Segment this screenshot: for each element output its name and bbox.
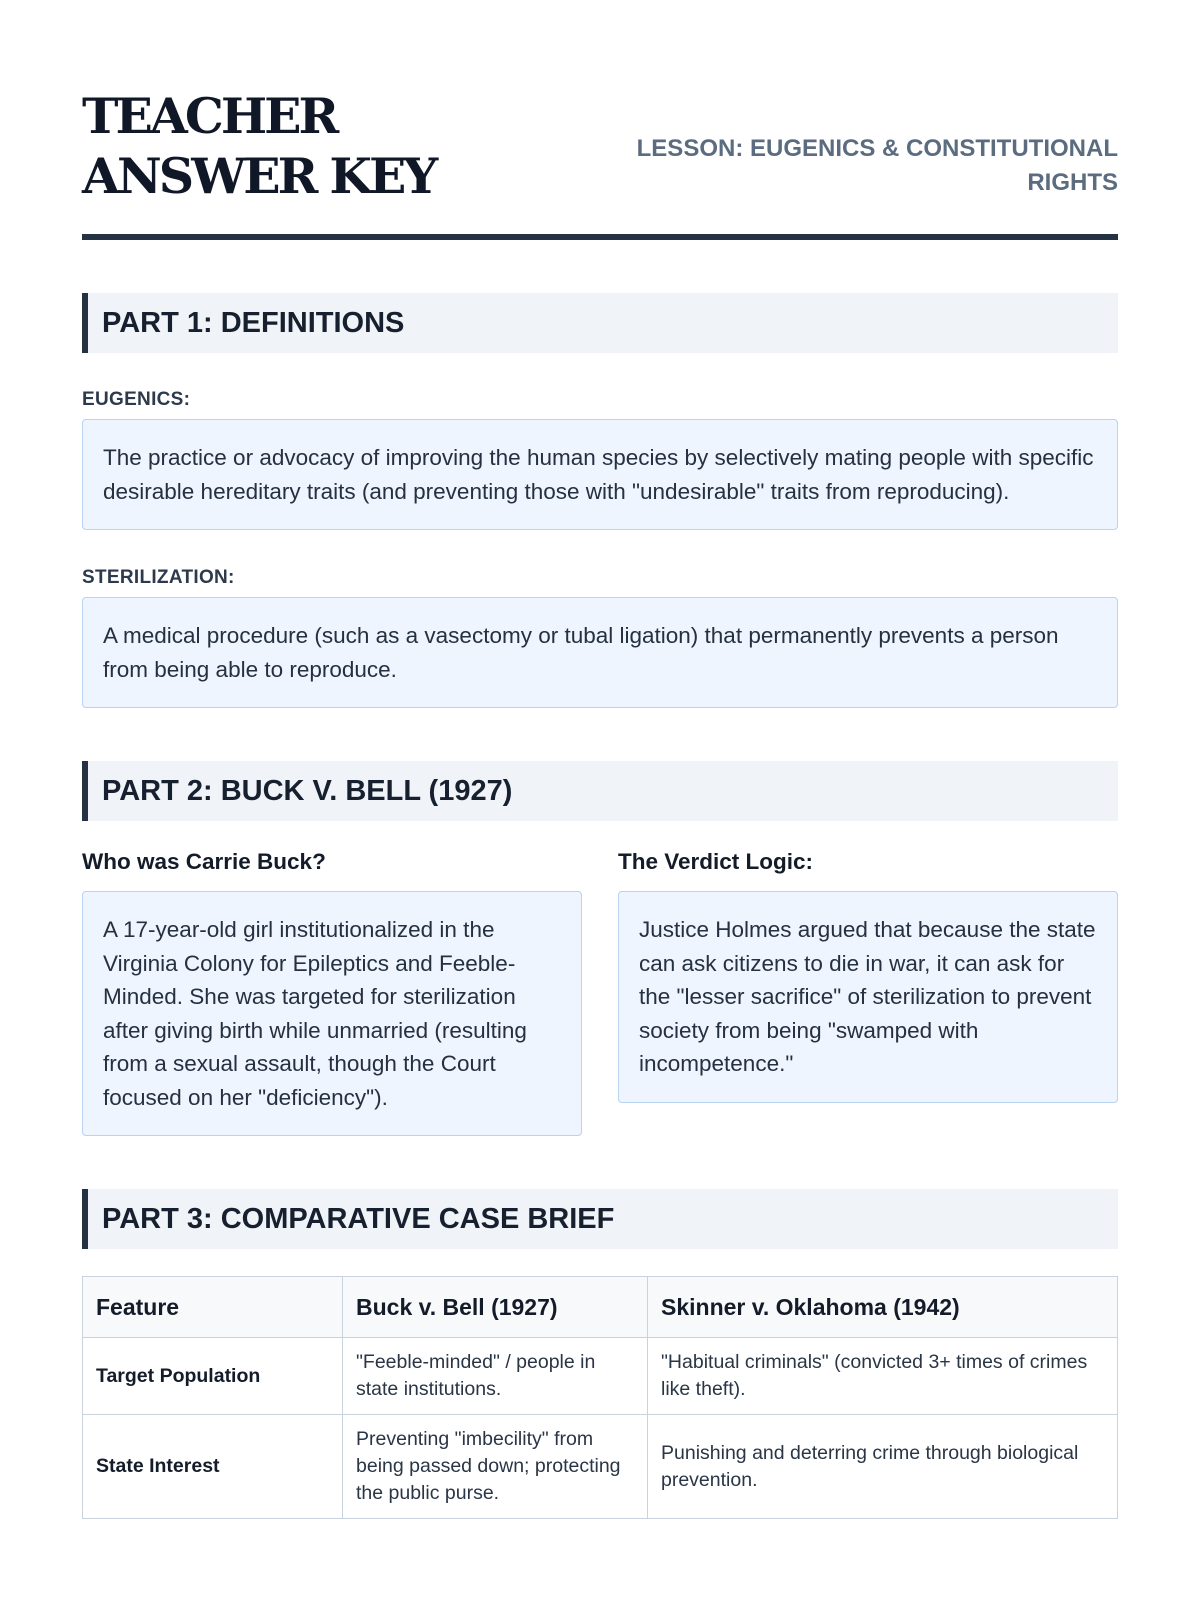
section-heading-part3: PART 3: COMPARATIVE CASE BRIEF (82, 1189, 1118, 1249)
section-heading-part2: PART 2: BUCK V. BELL (1927) (82, 761, 1118, 821)
term-sterilization (82, 567, 1118, 708)
column-header-buck: Buck v. Bell (1927) (343, 1277, 648, 1338)
answer-box: Justice Holmes argued that because the state can ask citizens to die in war, it can ask for the "lesser sacrifice" of sterilization to prevent society from being "swamped with incompetence." (618, 891, 1118, 1103)
column-header-skinner: Skinner v. Oklahoma (1942) (648, 1277, 1118, 1338)
buck-cell: Preventing "imbecility" from being passed down; protecting the public purse. (343, 1415, 648, 1519)
case-brief-table (82, 1276, 1118, 1519)
term-label: EUGENICS: (82, 389, 191, 410)
table-row (83, 1415, 1118, 1519)
section-heading-part1: PART 1: DEFINITIONS (82, 293, 1118, 353)
feature-cell: Target Population (83, 1338, 343, 1415)
feature-cell: State Interest (83, 1415, 343, 1519)
term-eugenics (82, 389, 1118, 530)
page-title: TEACHER ANSWER KEY (82, 87, 436, 205)
skinner-cell: Punishing and deterring crime through biological prevention. (648, 1415, 1118, 1519)
table-header-row (83, 1277, 1118, 1338)
question-label: Who was Carrie Buck? (82, 849, 326, 874)
answer-box: A 17-year-old girl institutionalized in the Virginia Colony for Epileptics and Feeble-Minded. She was targeted for sterilization after giving birth while unmarried (resulting from a sexual assault, though the Court focused on her "deficiency"). (82, 891, 582, 1136)
case-questions (82, 849, 1118, 1136)
lesson-title: LESSON: EUGENICS & CONSTITUTIONAL RIGHTS (636, 135, 1118, 196)
answer-box: The practice or advocacy of improving the human species by selectively mating people with specific desirable hereditary traits (and preventing those with "undesirable" traits from reproducing). (82, 419, 1118, 530)
page-header (82, 0, 1118, 240)
question-verdict-logic (618, 849, 1118, 1136)
table-row (83, 1338, 1118, 1415)
column-header-feature: Feature (83, 1277, 343, 1338)
buck-cell: "Feeble-minded" / people in state institutions. (343, 1338, 648, 1415)
term-label: STERILIZATION: (82, 567, 235, 588)
answer-box: A medical procedure (such as a vasectomy or tubal ligation) that permanently prevents a person from being able to reproduce. (82, 597, 1118, 708)
question-label: The Verdict Logic: (618, 849, 814, 874)
skinner-cell: "Habitual criminals" (convicted 3+ times of crimes like theft). (648, 1338, 1118, 1415)
question-carrie-buck (82, 849, 582, 1136)
